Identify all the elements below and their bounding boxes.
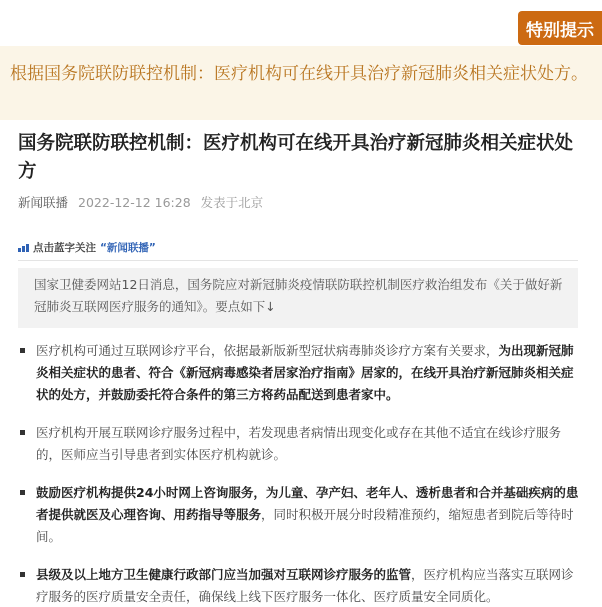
article-datetime: 2022-12-12 16:28: [78, 194, 191, 210]
article-source[interactable]: 新闻联播: [18, 195, 69, 210]
point-emphasis: 为出现新冠肺炎相关症状的患者、符合《新冠病毒感染者居家治疗指南》居家的，在线开具治疗新冠肺炎相关症状的处方，并鼓励委托符合条件的第三方将药品配送到患者家中。: [36, 343, 574, 402]
point-emphasis: 县级及以上地方卫生健康行政部门应当加强对互联网诊疗服务的监管: [36, 567, 412, 582]
bullet-icon: [20, 348, 25, 353]
list-item: [18, 422, 582, 466]
point-text: 医疗机构可通过互联网诊疗平台，依据最新版新型冠状病毒肺炎诊疗方案有关要求，: [36, 343, 499, 358]
point-emphasis: 鼓励医疗机构提供24小时网上咨询服务，为儿童、孕产妇、老年人、透析患者和合并基础疾病的患者提供就医及心理咨询、用药指导等服务: [36, 485, 579, 522]
article-intro: 国家卫健委网站12日消息，国务院应对新冠肺炎疫情联防联控机制医疗救治组发布《关于做好新冠肺炎互联网医疗服务的通知》。要点如下↓: [18, 268, 578, 328]
bullet-icon: [20, 490, 25, 495]
list-item: [18, 340, 582, 406]
special-notice-tag: 特别提示: [518, 11, 602, 45]
follow-prefix: 点击蓝字关注: [33, 242, 96, 254]
article-meta: [18, 193, 263, 211]
list-item: [18, 482, 582, 548]
point-text: ，医疗机构应当落实互联网诊疗服务的医疗质量安全责任，确保线上线下医疗服务一体化、医疗质量安全同质化。: [36, 567, 574, 604]
follow-prompt[interactable]: [18, 240, 156, 255]
bullet-icon: [20, 572, 25, 577]
follow-link[interactable]: “新闻联播”: [100, 242, 156, 254]
special-notice-text: 根据国务院联防联控机制：医疗机构可在线开具治疗新冠肺炎相关症状处方。: [0, 46, 602, 120]
point-text: 医疗机构开展互联网诊疗服务过程中，若发现患者病情出现变化或存在其他不适宜在线诊疗服务的，医师应当引导患者到实体医疗机构就诊。: [36, 425, 562, 462]
divider: [18, 260, 578, 261]
bars-icon: [18, 244, 29, 252]
point-text: ，同时积极开展分时段精准预约，缩短患者到院后等待时间。: [36, 507, 574, 544]
article-title: 国务院联防联控机制：医疗机构可在线开具治疗新冠肺炎相关症状处方: [18, 133, 574, 182]
key-points-list: [18, 340, 582, 607]
bullet-icon: [20, 430, 25, 435]
article-location: 发表于北京: [200, 195, 264, 210]
list-item: [18, 564, 582, 607]
